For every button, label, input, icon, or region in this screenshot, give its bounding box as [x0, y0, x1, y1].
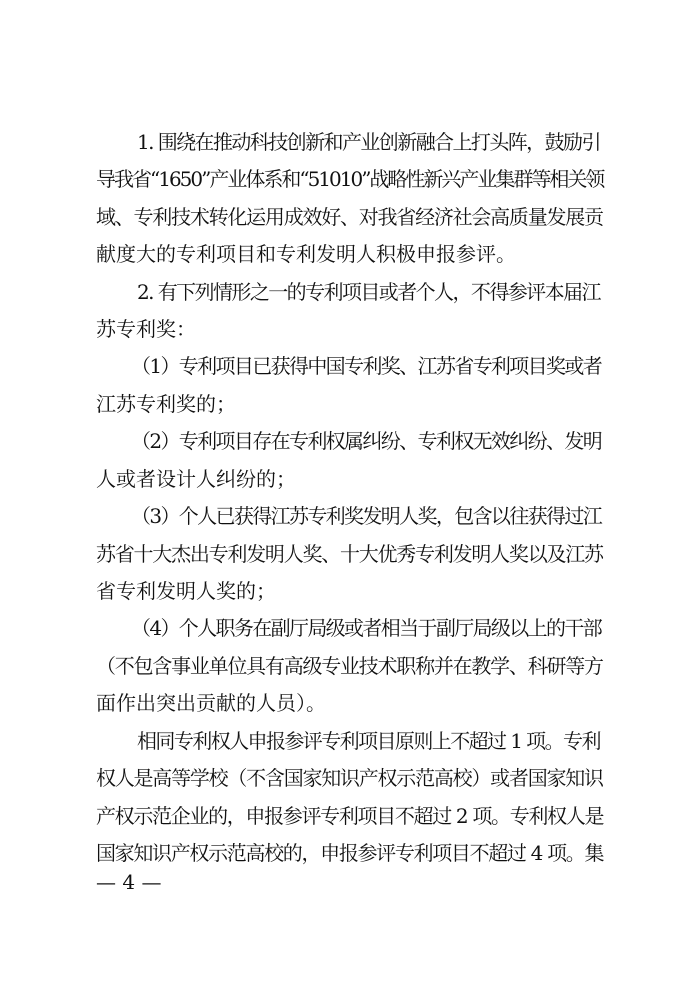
text-line: （3）个人已获得江苏专利奖发明人奖，包含以往获得过江 [131, 504, 602, 528]
text-line: （2）专利项目存在专利权属纠纷、专利权无效纠纷、发明 [131, 429, 602, 453]
text-line: 人或者设计人纠纷的； [96, 467, 296, 491]
text-line: 国家知识产权示范高校的，申报参评专利项目不超过 4 项。集 [96, 841, 604, 865]
text-line: 相同专利权人申报参评专利项目原则上不超过 1 项。专利 [137, 729, 600, 753]
text-line: 2. 有下列情形之一的专利项目或者个人，不得参评本届江 [137, 280, 600, 304]
page-number: — 4 — [96, 870, 162, 894]
text-line: 苏专利奖： [96, 317, 196, 341]
text-line: （不包含事业单位具有高级专业技术职称并在教学、科研等方 [96, 654, 603, 678]
text-line: 1. 围绕在推动科技创新和产业创新融合上打头阵，鼓励引 [137, 130, 600, 154]
text-line: （4）个人职务在副厅局级或者相当于副厅局级以上的干部 [131, 616, 602, 640]
text-line: 面作出突出贡献的人员）。 [96, 691, 326, 715]
text-line: 域、专利技术转化运用成效好、对我省经济社会高质量发展贡 [96, 205, 603, 229]
text-line: 苏省十大杰出专利发明人奖、十大优秀专利发明人奖以及江苏 [96, 542, 603, 566]
text-line: 产权示范企业的，申报参评专利项目不超过 2 项。专利权人是 [96, 804, 604, 828]
text-line: （1）专利项目已获得中国专利奖、江苏省专利项目奖或者 [131, 354, 602, 378]
text-line: 献度大的专利项目和专利发明人积极申报参评。 [96, 242, 516, 266]
text-line: 权人是高等学校（不含国家知识产权示范高校）或者国家知识 [96, 766, 603, 790]
text-line: 江苏专利奖的； [96, 392, 236, 416]
text-line: 导我省“1650”产业体系和“51010”战略性新兴产业集群等相关领 [96, 167, 604, 191]
text-line: 省专利发明人奖的； [96, 579, 276, 603]
